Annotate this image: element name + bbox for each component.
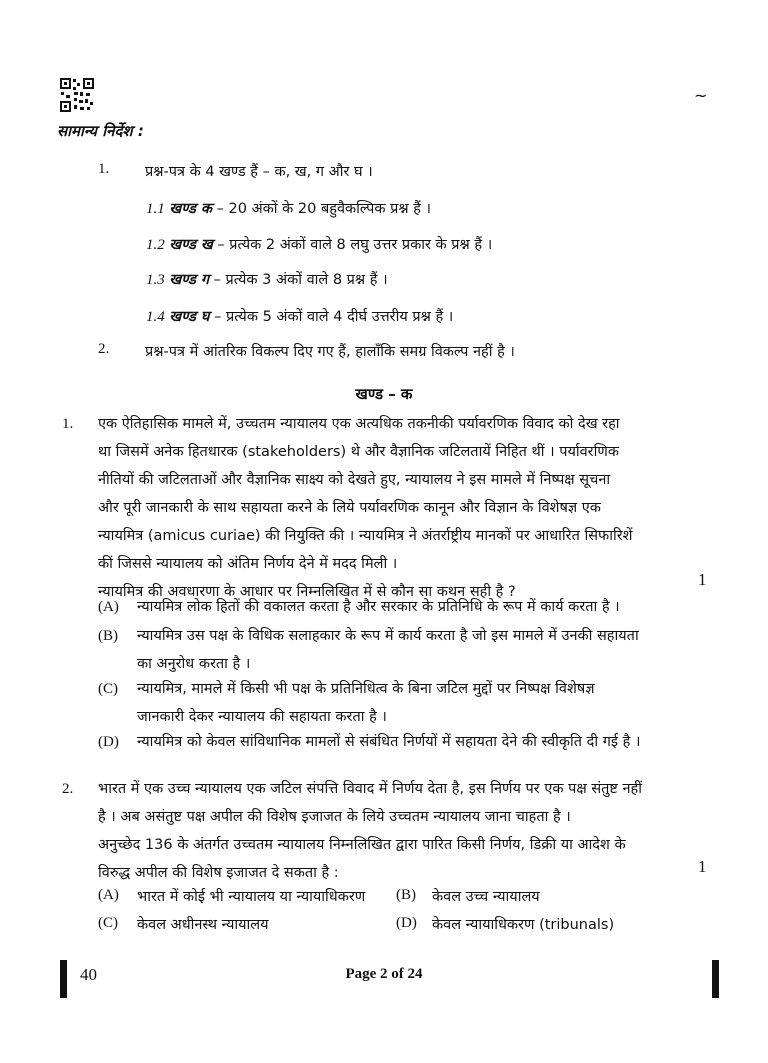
instruction-number: 1. xyxy=(98,161,110,177)
instruction-text: प्रश्न-पत्र के 4 खण्ड हैं – क, ख, ग और घ । xyxy=(145,164,373,180)
subinstruction-1-4 xyxy=(146,306,453,326)
option-label: (A) xyxy=(98,599,119,615)
page-number: Page 2 of 24 xyxy=(345,966,423,982)
section-label: खण्ड ख xyxy=(169,237,213,253)
option-text: भारत में कोई भी न्यायालय या न्यायाधिकरण xyxy=(137,889,366,905)
option-text: केवल न्यायाधिकरण (tribunals) xyxy=(432,917,615,933)
question-number: 1. xyxy=(62,416,74,432)
subinstruction-number: 1.4 xyxy=(146,309,165,325)
option-line: न्यायमित्र उस पक्ष के विधिक सलाहकार के रूप में कार्य करता है जो इस मामले में उनकी सहायता xyxy=(137,628,639,644)
question-line: न्यायमित्र (amicus curiae) की नियुक्ति की । न्यायमित्र ने अंतर्राष्ट्रीय मानकों पर आधारित सिफारिशें xyxy=(98,528,633,544)
subinstruction-text: – 20 अंकों के 20 बहुवैकल्पिक प्रश्न हैं । xyxy=(212,201,432,217)
section-label: खण्ड घ xyxy=(169,309,210,325)
qr-code-icon xyxy=(60,78,94,112)
option-text xyxy=(137,593,677,621)
option-text xyxy=(137,675,673,731)
option-label: (D) xyxy=(98,734,119,750)
general-instructions-title: सामान्य निर्देश : xyxy=(57,122,144,140)
instruction-1 xyxy=(98,161,373,180)
instruction-2 xyxy=(98,341,515,360)
header-tilde: ~ xyxy=(694,86,708,105)
question-line: और पूरी जानकारी के साथ सहायता करने के लिये पर्यावरणिक कानून और विज्ञान के विशेषज्ञ एक xyxy=(98,500,601,516)
section-label: खण्ड क xyxy=(169,201,213,217)
option-text xyxy=(137,622,673,678)
question-line: है । अब असंतुष्ट पक्ष अपील की विशेष इजाजत के लिये उच्चतम न्यायालय जाना चाहता है । xyxy=(98,809,571,825)
option-line: का अनुरोध करता है । xyxy=(137,656,251,672)
question-line: भारत में एक उच्च न्यायालय एक जटिल संपत्ति विवाद में निर्णय देता है, इस निर्णय पर एक पक्ष संतुष्ट नहीं xyxy=(98,781,642,797)
instruction-number: 2. xyxy=(98,341,110,357)
section-label: खण्ड ग xyxy=(169,272,210,288)
question-line: अनुच्छेद 136 के अंतर्गत उच्चतम न्यायालय निम्नलिखित द्वारा पारित किसी निर्णय, डिक्री या आदेश के xyxy=(98,837,626,853)
question-1-text xyxy=(98,410,672,606)
option-line: न्यायमित्र को केवल सांविधानिक मामलों से संबंधित निर्णयों में सहायता देने की स्वीकृति दी गई है । xyxy=(137,734,641,750)
option-text xyxy=(137,728,677,756)
option-text: केवल उच्च न्यायालय xyxy=(432,889,540,905)
subinstruction-text: – प्रत्येक 3 अंकों वाले 8 प्रश्न हैं । xyxy=(209,272,388,288)
question-marks: 1 xyxy=(698,857,707,876)
question-line: विरुद्ध अपील की विशेष इजाजत दे सकता है : xyxy=(98,865,339,881)
option-line: न्यायमित्र, मामले में किसी भी पक्ष के प्रतिनिधित्व के बिना जटिल मुद्दों पर निष्पक्ष विशेषज्ञ xyxy=(137,681,595,697)
question-number: 2. xyxy=(62,781,74,797)
question-2-text xyxy=(98,775,672,887)
question-line: कीं जिससे न्यायालय को अंतिम निर्णय देने में मदद मिली । xyxy=(98,556,398,572)
subinstruction-text: – प्रत्येक 2 अंकों वाले 8 लघु उत्तर प्रकार के प्रश्न हैं । xyxy=(212,237,493,253)
option-line: जानकारी देकर न्यायालय की सहायता करता है । xyxy=(137,709,387,725)
subinstruction-text: – प्रत्येक 5 अंकों वाले 4 दीर्घ उत्तरीय प्रश्न हैं । xyxy=(209,309,454,325)
question-line: न्यायमित्र की अवधारणा के आधार पर निम्नलिखित में से कौन सा कथन सही है ? xyxy=(98,584,516,600)
option-label: (C) xyxy=(98,681,118,697)
footer-bar-right xyxy=(712,960,719,998)
subinstruction-1-1 xyxy=(146,198,431,218)
subinstruction-number: 1.3 xyxy=(146,272,165,288)
question-marks: 1 xyxy=(698,570,707,589)
option-label: (D) xyxy=(396,915,417,931)
subinstruction-1-2 xyxy=(146,234,492,254)
question-line: एक ऐतिहासिक मामले में, उच्चतम न्यायालय एक अत्यधिक तकनीकी पर्यावरणिक विवाद को देख रहा xyxy=(98,416,620,432)
option-label: (B) xyxy=(98,628,118,644)
option-label: (B) xyxy=(396,887,416,903)
page-code: 40 xyxy=(80,965,97,984)
instruction-text: प्रश्न-पत्र में आंतरिक विकल्प दिए गए हैं, हालाँकि समग्र विकल्प नहीं है । xyxy=(145,344,515,360)
option-line: न्यायमित्र लोक हितों की वकालत करता है और सरकार के प्रतिनिधि के रूप में कार्य करता है । xyxy=(137,599,620,615)
subinstruction-number: 1.2 xyxy=(146,237,165,253)
question-line: नीतियों की जटिलताओं और वैज्ञानिक साक्ष्य को देखते हुए, न्यायालय ने इस मामले में निष्पक्ष सूचना xyxy=(98,472,611,488)
option-label: (A) xyxy=(98,887,119,903)
option-label: (C) xyxy=(98,915,118,931)
question-line: था जिसमें अनेक हितधारक (stakeholders) थे और वैज्ञानिक जटिलतायें निहित थीं । पर्यावरणिक xyxy=(98,444,619,460)
option-text: केवल अधीनस्थ न्यायालय xyxy=(137,917,269,933)
section-title: खण्ड – क xyxy=(355,385,413,403)
subinstruction-1-3 xyxy=(146,269,388,289)
subinstruction-number: 1.1 xyxy=(146,201,165,217)
